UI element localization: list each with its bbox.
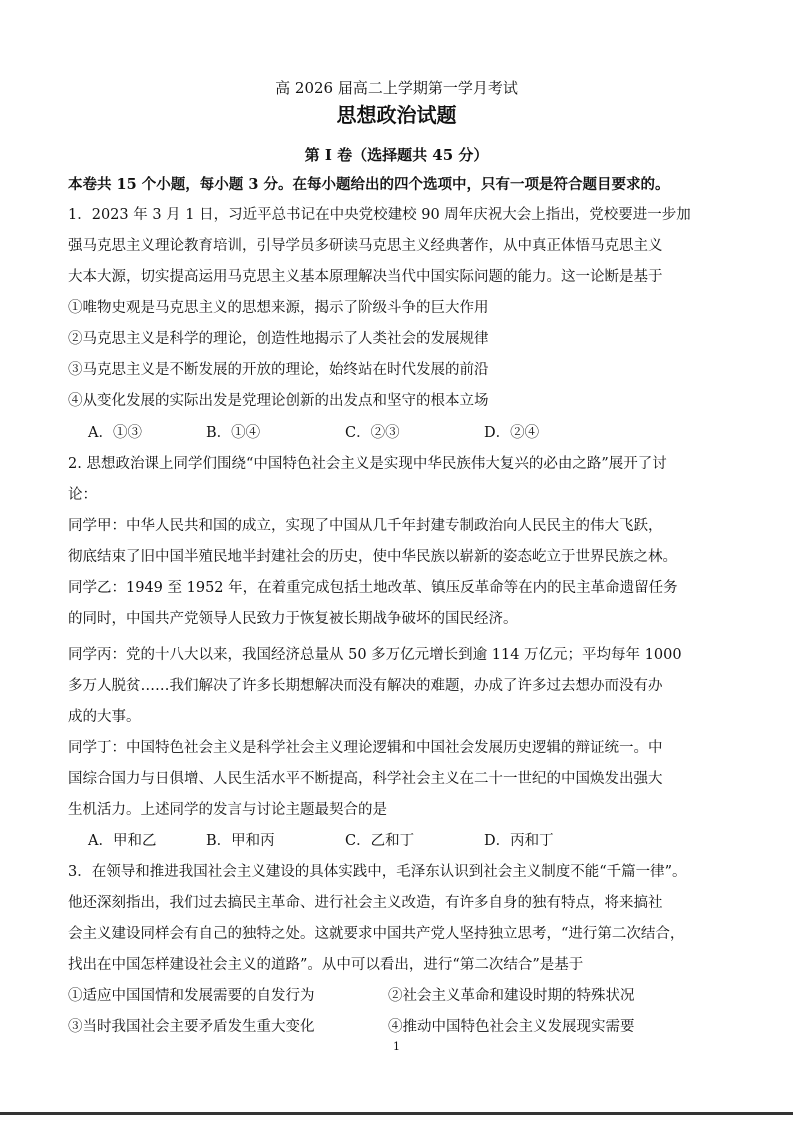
q1-option-b: B．①④ (206, 425, 261, 441)
q1-line: 1．2023 年 3 月 1 日，习近平总书记在中央党校建校 90 周年庆祝大会上指出，党校要进一步加 (68, 207, 691, 223)
q2-line: 同学丁：中国特色社会主义是科学社会主义理论逻辑和中国社会发展历史逻辑的辩证统一。中 (68, 740, 663, 756)
instructions: 本卷共 15 个小题，每小题 3 分。在每小题给出的四个选项中，只有一项是符合题目要求的。 (68, 176, 670, 193)
q1-option-c: C．②③ (345, 425, 400, 441)
page-number: 1 (393, 1040, 400, 1053)
q2-option-c: C．乙和丁 (345, 833, 415, 849)
q2-line: 国综合国力与日俱增、人民生活水平不断提高，科学社会主义在二十一世纪的中国焕发出强大 (68, 771, 663, 787)
q2-line: 的同时，中国共产党领导人民致力于恢复被长期战争破坏的国民经济。 (68, 611, 518, 627)
subject-title: 思想政治试题 (336, 103, 457, 127)
q1-line: 大本大源，切实提高运用马克思主义基本原理解决当代中国实际问题的能力。这一论断是基于 (68, 269, 663, 285)
q2-line: 成的大事。 (68, 709, 141, 725)
q2-line: 生机活力。上述同学的发言与讨论主题最契合的是 (68, 802, 387, 818)
q2-line: 同学乙：1949 至 1952 年，在着重完成包括土地改革、镇压反革命等在内的民主革命遗留任务 (68, 580, 678, 596)
q1-statement: ②马克思主义是科学的理论，创造性地揭示了人类社会的发展规律 (68, 331, 489, 347)
q3-line: 3．在领导和推进我国社会主义建设的具体实践中，毛泽东认识到社会主义制度不能“千篇一律”。 (68, 864, 687, 880)
q3-line: 会主义建设同样会有自己的独特之处。这就要求中国共产党人坚持独立思考，“进行第二次结合， (68, 926, 685, 942)
q2-line: 同学甲：中华人民共和国的成立，实现了中国从几千年封建专制政治向人民民主的伟大飞跃， (68, 518, 663, 534)
q2-line: 彻底结束了旧中国半殖民地半封建社会的历史，使中华民族以崭新的姿态屹立于世界民族之林。 (68, 549, 677, 565)
q1-statement: ③马克思主义是不断发展的开放的理论，始终站在时代发展的前沿 (68, 362, 489, 378)
q3-statement: ①适应中国国情和发展需要的自发行为 (68, 988, 315, 1004)
q1-line: 强马克思主义理论教育培训，引导学员多研读马克思主义经典著作，从中真正体悟马克思主义 (68, 238, 663, 254)
q3-statement: ③当时我国社会主要矛盾发生重大变化 (68, 1019, 315, 1035)
section-title: 第 I 卷（选择题共 45 分） (304, 146, 489, 164)
q3-statement: ④推动中国特色社会主义发展现实需要 (388, 1019, 635, 1035)
q1-statement: ④从变化发展的实际出发是党理论创新的出发点和坚守的根本立场 (68, 393, 489, 409)
q2-line: 2. 思想政治课上同学们围绕“中国特色社会主义是实现中华民族伟大复兴的必由之路”展开了讨 (68, 456, 667, 472)
q2-option-a: A．甲和乙 (88, 833, 157, 849)
q2-line: 同学丙：党的十八大以来，我国经济总量从 50 多万亿元增长到逾 114 万亿元；平均每年 1000 (68, 647, 682, 663)
q2-option-d: D．丙和丁 (484, 833, 554, 849)
exam-title: 高 2026 届高二上学期第一学月考试 (275, 79, 518, 97)
bottom-divider (0, 1112, 793, 1115)
q3-statement: ②社会主义革命和建设时期的特殊状况 (388, 988, 635, 1004)
q1-option-d: D．②④ (484, 425, 540, 441)
q1-option-a: A．①③ (88, 425, 142, 441)
q2-line: 论： (68, 487, 97, 503)
q2-option-b: B．甲和丙 (206, 833, 275, 849)
q3-line: 找出在中国怎样建设社会主义的道路”。从中可以看出，进行“第二次结合”是基于 (68, 957, 584, 973)
q3-line: 他还深刻指出，我们过去搞民主革命、进行社会主义改造，有许多自身的独有特点，将来搞社 (68, 895, 663, 911)
q1-statement: ①唯物史观是马克思主义的思想来源，揭示了阶级斗争的巨大作用 (68, 300, 489, 316)
q2-line: 多万人脱贫……我们解决了许多长期想解决而没有解决的难题，办成了许多过去想办而没有办 (68, 678, 663, 694)
